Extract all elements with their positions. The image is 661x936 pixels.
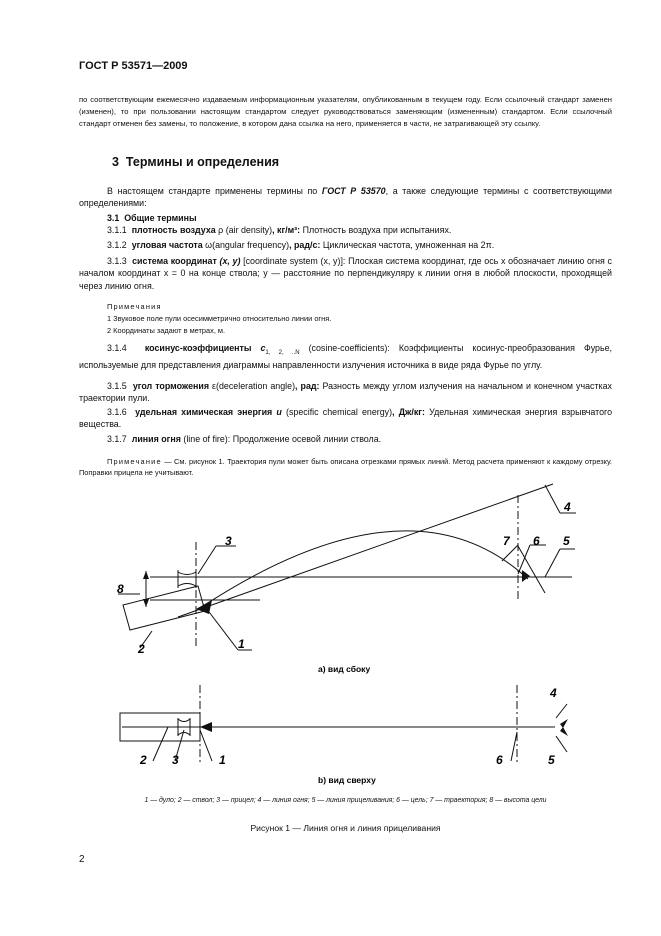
sight-top-curve-top (178, 719, 190, 722)
label-3-a: 3 (225, 534, 232, 548)
leader-6-b (511, 732, 517, 761)
arrow-4-b (560, 719, 568, 728)
view-b-caption: b) вид сверху (318, 775, 376, 785)
leader-5-b (556, 736, 567, 752)
leader-1-b (200, 730, 212, 761)
section-title: Термины и определения (125, 155, 280, 169)
label-5-a: 5 (563, 534, 570, 548)
leader-5-a (545, 549, 560, 577)
figure-caption: Рисунок 1 — Линия огня и линия прицеливания (250, 823, 441, 833)
label-2-b: 2 (140, 753, 147, 767)
label-5-b: 5 (548, 753, 555, 767)
subsection-title: Общие термины (124, 213, 197, 223)
figure-note: Примечание — См. рисунок 1. Траектория пули может быть описана отрезками прямых линий. Метод расчета применяют к каждому отрезку. Поправки прицела не учитывают. (79, 457, 612, 477)
label-6-b: 6 (496, 753, 503, 767)
label-2-a: 2 (138, 642, 145, 656)
sight-side-curve-top (178, 572, 196, 575)
lead-text-end: , а также следующие термины с соответствующими определениями: (79, 186, 612, 209)
document-header: ГОСТ Р 53571—2009 (79, 60, 188, 72)
figure-legend: 1 — дуло; 2 — ствол; 3 — прицел; 4 — линия огня; 5 — линия прицеливания; 6 — цель; 7 — траектория; 8 — высота цели (144, 797, 547, 804)
view-a-caption: а) вид сбоку (318, 664, 371, 674)
fire-line-a (178, 484, 553, 617)
term-3-1-6: 3.1.6 удельная химическая энергия u (specific chemical energy), Дж/кг: Удельная химическая энергия взрывчатого вещества. (79, 407, 613, 430)
leader-2-b (153, 727, 168, 761)
term-3-1-5: 3.1.5 угол торможения ε(deceleration angle), рад: Разность между углом излучения на начальном и конечном участках траектории пули. (79, 381, 612, 404)
label-7-a: 7 (503, 534, 510, 548)
barrel-side (123, 586, 205, 630)
term-3-1-3: 3.1.3 система координат (x, y) [coordinate system (x, y)]: Плоская система координат, где ось x обозначает линию огня с началом координат x = 0 на конце ствола; y — расстояние по перпендикуляру к линии огня в любой плоскости, проходящей через линию огня. (79, 256, 612, 291)
term-3-1-4: 3.1.4 косинус-коэффициенты $c_{1, 2, ..N}$ (cosine-coefficients): Коэффициенты косинус-преобразования Фурье, используемые для представления диаграммы направленности излучения источника в виде ряда Фурье по углу. (79, 343, 613, 371)
target-line-a (518, 546, 545, 593)
label-4-b: 4 (550, 686, 557, 700)
sight-top-curve-bottom (178, 733, 190, 736)
target-point-a (522, 570, 530, 582)
label-8-a: 8 (117, 582, 124, 596)
note-1: 1 Звуковое поле пули осесимметрично относительно линии огня. (107, 314, 332, 323)
label-6-a: 6 (533, 534, 540, 548)
leader-4-a (545, 485, 560, 513)
subsection-number: 3.1 (107, 213, 120, 223)
leader-4-b (556, 704, 567, 718)
lead-reference: ГОСТ Р 53570 (321, 186, 386, 196)
page-number: 2 (79, 854, 85, 865)
trajectory-curve (200, 531, 528, 608)
height-arrow-bottom (143, 599, 149, 607)
sight-side-curve-bottom (178, 584, 196, 587)
label-1-b: 1 (219, 753, 226, 767)
lead-text: В настоящем стандарте применены термины по (107, 186, 322, 196)
label-3-b: 3 (172, 753, 179, 767)
label-4-a: 4 (564, 500, 571, 514)
height-arrow-top (143, 571, 149, 579)
term-3-1-7: 3.1.7 линия огня (line of fire): Продолжение осевой линии ствола. (107, 434, 382, 444)
leader-3-a (198, 546, 216, 574)
intro-paragraph: по соответствующим ежемесячно издаваемым информационным указателям, опубликованным в текущем году. Если ссылочный стандарт заменен (изменен), то при пользовании настоящим стандартом следует руководствоваться заменяющим (измененным) стандартом. Если ссылочный стандарт отменен без замены, то положение, в котором дана ссылка на него, применяется в части, не затрагивающей эту ссылку. (79, 95, 612, 128)
section-number: 3 (112, 155, 119, 169)
label-1-a: 1 (238, 637, 245, 651)
arrow-5-b (560, 727, 568, 736)
muzzle-arrow-b (200, 722, 212, 732)
term-3-1-1: 3.1.1 плотность воздуха ρ (air density), кг/м³: Плотность воздуха при испытаниях. (107, 225, 452, 235)
term-3-1-2: 3.1.2 угловая частота ω(angular frequency), рад/с: Циклическая частота, умноженная на 2π. (107, 240, 495, 250)
note-2: 2 Координаты задают в метрах, м. (107, 326, 226, 335)
notes-heading: Примечания (107, 302, 162, 311)
